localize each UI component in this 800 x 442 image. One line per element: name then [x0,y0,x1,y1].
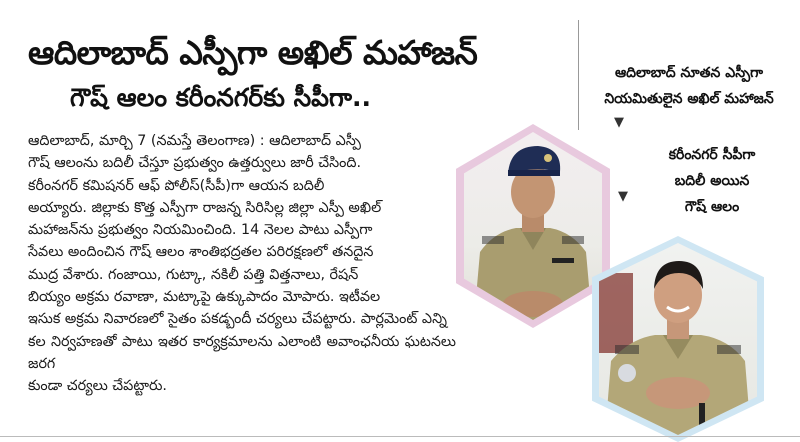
article-body [28,130,456,398]
body-line: మహాజన్‌ను ప్రభుత్వం నియమించింది. 14 నెలల పాటు ఎస్పీగా [28,222,373,239]
body-line: అయ్యారు. జిల్లాకు కొత్త ఎస్పీగా రాజన్న సిరిసిల్ల జిల్లా ఎస్పీ అఖిల్ [28,199,382,216]
caption-gaush-line1: కరీంనగర్ సీపీగా [668,147,756,163]
caption-akhil-line1: ఆదిలాబాద్ నూతన ఎస్పీగా [615,65,763,81]
body-line: గౌష్ ఆలంను బదిలీ చేస్తూ ప్రభుత్వం ఉత్తర్వులు జారీ చేసింది. [28,155,362,172]
body-line: కుండా చర్యలు చేపట్టారు. [28,378,167,395]
bottom-rule [0,436,800,437]
officer-portrait-icon [464,132,602,320]
body-line: ముద్ర వేశారు. గంజాయి, గుట్కా, నకిలీ పత్తి విత్తనాలు, రేషన్ [28,266,359,283]
officer-portrait-icon [599,243,757,435]
body-line: కల నిర్వహణతో పాటు ఇతర కార్యక్రమాలను ఎలాంటి అవాంఛనీయ ఘటనలు జరగ [28,333,456,372]
body-line: సేవలు అందించిన గౌష్ ఆలం శాంతిభద్రతల పరిరక్షణలో తనదైన [28,244,374,261]
down-arrow-icon: ▼ [614,115,624,130]
subheadline: గౌష్ ఆలం కరీంనగర్‌కు సీపీగా.. [70,83,371,112]
caption-akhil [586,60,792,112]
body-line: ఇసుక అక్రమ నివారణలో సైతం పకడ్బందీ చర్యలు చేపట్టారు. పార్లమెంట్ ఎన్ని [28,311,447,328]
photo-gaush-alam [592,236,764,442]
column-divider [578,20,579,130]
caption-gaush-line2: బదిలీ అయిన [674,173,750,189]
body-line: బియ్యం అక్రమ రవాణా, మట్కాపై ఉక్కుపాదం మోపారు. ఇటీవల [28,289,381,306]
caption-gaush-line3: గౌష్ ఆలం [684,199,740,215]
caption-akhil-line2: నియమితులైన అఖిల్ మహాజన్ [604,91,774,107]
caption-gaush [632,142,792,220]
body-line: ఆదిలాబాద్, మార్చి 7 (నమస్తే తెలంగాణ) : ఆదిలాబాద్ ఎస్పీ [28,133,361,149]
down-arrow-icon: ▼ [618,189,628,204]
headline: ఆదిలాబాద్ ఎస్పీగా అఖిల్ మహాజన్ [28,33,478,72]
photo-akhil-mahajan [456,124,610,328]
body-line: కరీంనగర్ కమిషనర్ ఆఫ్ పోలీస్(సీపీ)గా ఆయన బదిలీ [28,177,325,194]
